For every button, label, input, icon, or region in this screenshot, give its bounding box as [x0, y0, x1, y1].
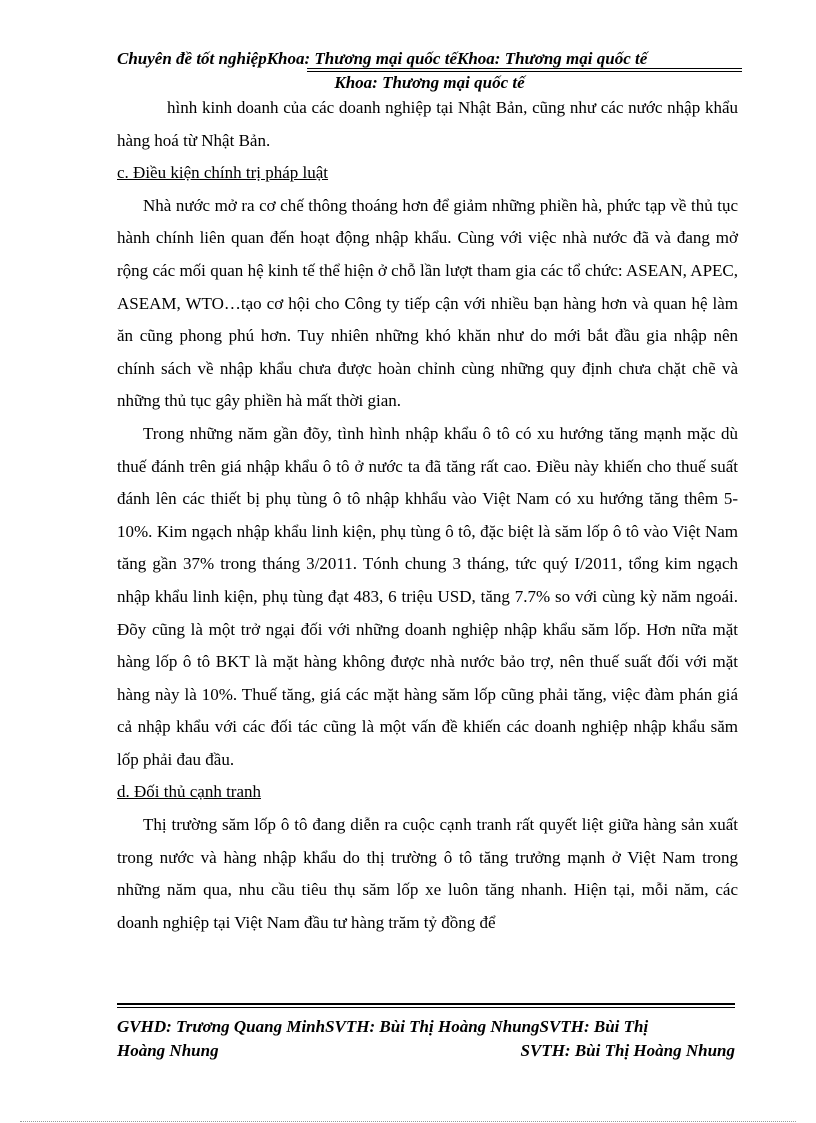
- page-bottom-dotted-line: [20, 1121, 796, 1122]
- footer-name-left: Hoàng Nhung: [117, 1041, 219, 1060]
- footer-rule: [117, 1003, 735, 1008]
- paragraph-import-trend: Trong những năm gần đõy, tình hình nhập khẩu ô tô có xu hướng tăng mạnh mặc dù thuế đánh trên giá nhập khẩu ô tô ở nước ta đã tăng rất cao. Điều này khiến cho thuế suất đánh lên các thiết bị phụ tùng ô tô nhập khhẩu vào Việt Nam có xu hướng tăng thêm 5-10%. Kim ngạch nhập khẩu linh kiện, phụ tùng ô tô, đặc biệt là săm lốp ô tô vào Việt Nam tăng gần 37% trong tháng 3/2011. Tónh chung 3 tháng, tức quý I/2011, tổng kim ngạch nhập khẩu linh kiện, phụ tùng đạt 483, 6 triệu USD, tăng 7.7% so với cùng kỳ năm ngoái. Đõy cũng là một trở ngại đối với những doanh nghiệp nhập khẩu săm lốp. Hơn nữa mặt hàng lốp ô tô BKT là mặt hàng không được nhà nước bảo trợ, nên thuế suất đối với mặt hàng này là 10%. Thuế tăng, giá các mặt hàng săm lốp cũng phải tăng, việc đàm phán giá cả nhập khẩu với các đối tác cũng là một vấn đề khiến các doanh nghiệp nhập khẩu săm lốp phải đau đầu.: [117, 423, 738, 769]
- header-subtitle: Khoa: Thương mại quốc tế: [334, 73, 525, 92]
- page-header: [117, 48, 742, 94]
- footer-line-2: [117, 1039, 735, 1063]
- paragraph-continued: hình kinh doanh của các doanh nghiệp tại Nhật Bản, cũng như các nước nhập khẩu hàng hoá từ Nhật Bản.: [117, 98, 738, 150]
- document-body: [117, 92, 738, 939]
- header-title: Chuyên đề tốt nghiệpKhoa: Thương mại quốc tếKhoa: Thương mại quốc tế: [117, 49, 648, 68]
- paragraph-political-legal: Nhà nước mở ra cơ chế thông thoáng hơn để giảm những phiền hà, phức tạp về thủ tục hành chính liên quan đến hoạt động nhập khẩu. Cùng với việc nhà nước đã và đang mở rộng các mối quan hệ kinh tế thể hiện ở chỗ lần lượt tham gia các tổ chức: ASEAN, APEC, ASEAM, WTO…tạo cơ hội cho Công ty tiếp cận với nhiều bạn hàng hơn và quan hệ làm ăn cũng phong phú hơn. Tuy nhiên những khó khăn như do mới bắt đầu gia nhập nên chính sách về nhập khẩu chưa được hoàn chỉnh cùng những quy định chưa chặt chẽ và những thủ tục gây phiền hà mất thời gian.: [117, 195, 738, 411]
- paragraph-competitors: Thị trường săm lốp ô tô đang diễn ra cuộc cạnh tranh rất quyết liệt giữa hàng sản xuất trong nước và hàng nhập khẩu do thị trường ô tô tăng trưởng mạnh ở Việt Nam trong những năm qua, nhu cầu tiêu thụ săm lốp xe luôn tăng nhanh. Hiện tại, mỗi năm, các doanh nghiệp tại Việt Nam đầu tư hàng trăm tỷ đồng để: [117, 815, 738, 932]
- footer-name-right: SVTH: Bùi Thị Hoàng Nhung: [520, 1041, 735, 1060]
- footer-line-1: GVHD: Trương Quang MinhSVTH: Bùi Thị Hoàng NhungSVTH: Bùi Thị: [117, 1017, 649, 1036]
- section-heading-d: d. Đối thủ cạnh tranh: [117, 782, 261, 802]
- page-footer: [117, 1003, 735, 1063]
- section-heading-c: c. Điều kiện chính trị pháp luật: [117, 163, 329, 183]
